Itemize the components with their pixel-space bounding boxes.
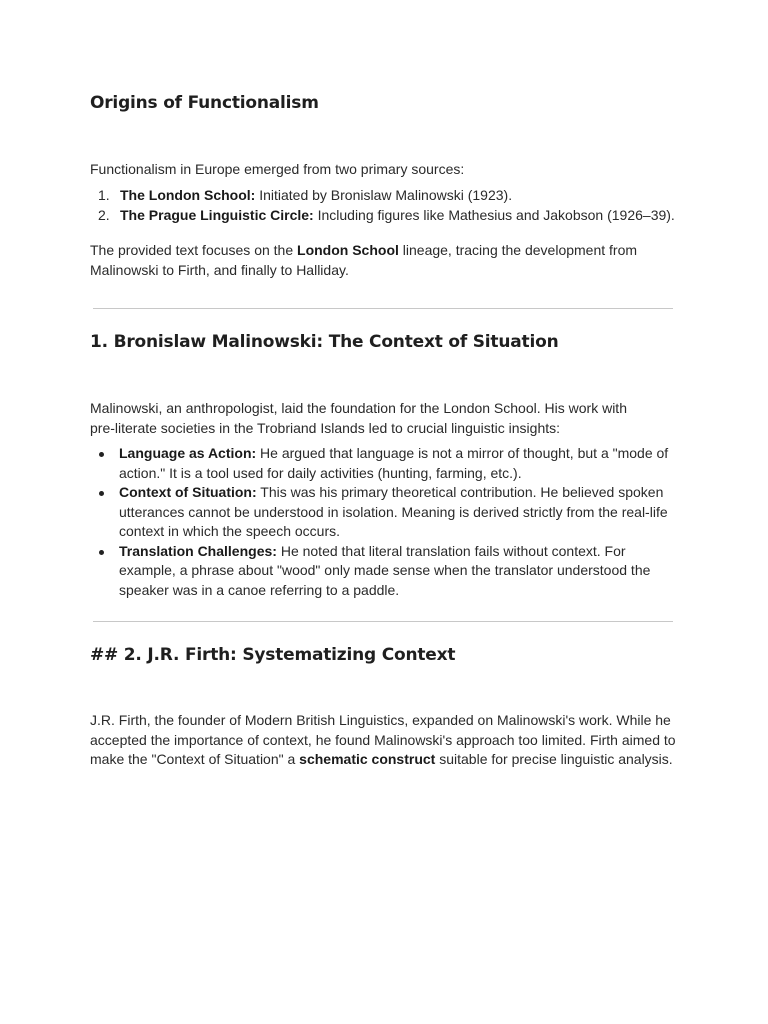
origins-list-item: 1. The London School: Initiated by Bronislaw Malinowski (1923).	[98, 187, 513, 203]
section-divider	[93, 308, 673, 309]
heading-firth: ## 2. J.R. Firth: Systematizing Context	[90, 645, 456, 665]
bullet-icon	[99, 550, 104, 555]
heading-malinowski: 1. Bronislaw Malinowski: The Context of Situation	[90, 332, 559, 352]
malinowski-intro: Malinowski, an anthropologist, laid the foundation for the London School. His work with pre-literate societies in the Trobriand Islands led to crucial linguistic insights:	[90, 400, 627, 436]
origins-list	[90, 186, 690, 225]
origins-intro: Functionalism in Europe emerged from two primary sources:	[90, 161, 465, 177]
list-item: Translation Challenges: He noted that literal translation fails without context. For example, a phrase about "wood" only made sense when the translator understood the speaker was in a canoe referring to a paddle.	[90, 542, 686, 601]
bullet-icon	[99, 452, 104, 457]
list-item: Context of Situation: This was his primary theoretical contribution. He believed spoken utterances cannot be understood in isolation. Meaning is derived strictly from the real-life context in which the speech occurs.	[90, 483, 686, 542]
firth-paragraph: J.R. Firth, the founder of Modern British Linguistics, expanded on Malinowski's work. While he accepted the importance of context, he found Malinowski's approach too limited. Firth aimed to make the "Context of Situation" a schematic construct suitable for precise linguistic analysis.	[90, 712, 676, 767]
list-item: Language as Action: He argued that language is not a mirror of thought, but a "mode of action." It is a tool used for daily activities (hunting, farming, etc.).	[90, 444, 686, 483]
bullet-icon	[99, 491, 104, 496]
origins-focus: The provided text focuses on the London School lineage, tracing the development from Malinowski to Firth, and finally to Halliday.	[90, 242, 638, 278]
malinowski-bullets	[90, 444, 686, 600]
origins-list-item: 2. The Prague Linguistic Circle: Including figures like Mathesius and Jakobson (1926–39).	[98, 206, 675, 223]
heading-origins: Origins of Functionalism	[90, 93, 319, 113]
section-divider	[93, 621, 673, 622]
